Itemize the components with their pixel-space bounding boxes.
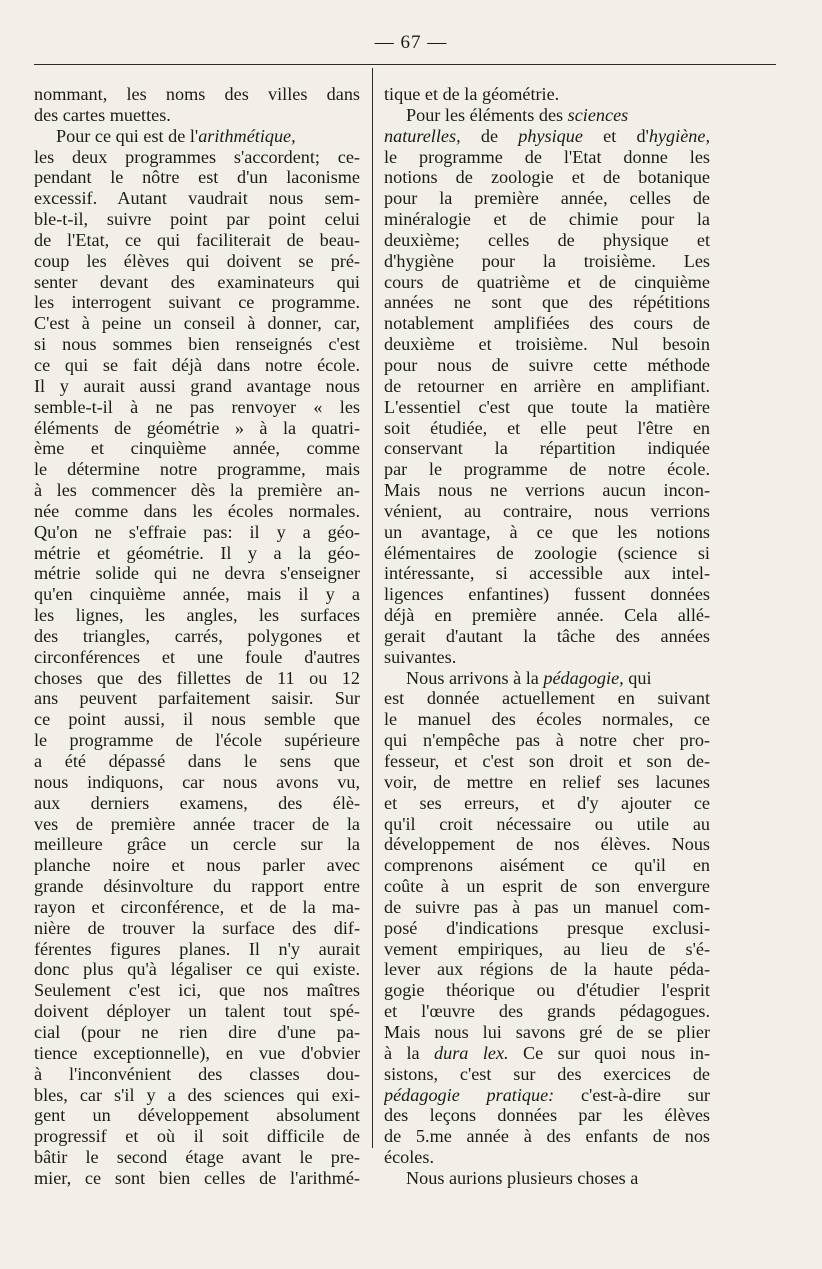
column-divider	[372, 68, 373, 1148]
text-line: nommant, les noms des villes dans	[34, 84, 360, 104]
text-line: le manuel des écoles normales, ce	[384, 709, 710, 730]
text-line: tience exceptionnelle), en vue d'obvier	[34, 1042, 360, 1063]
text-line: nous indiquons, car nous avons vu,	[34, 771, 360, 792]
text-line: mier, ce sont bien celles de l'arithmé-	[34, 1167, 360, 1188]
text-line: écoles.	[384, 1147, 434, 1168]
text-line: Pour les éléments des sciences	[406, 104, 629, 125]
text-line: des leçons données par les élèves	[384, 1105, 710, 1126]
page-number: — 67 —	[374, 32, 448, 53]
text-line: coup les élèves qui doivent se pré-	[34, 250, 360, 271]
text-line: senter devant des examinateurs qui	[34, 271, 360, 292]
text-line: des triangles, carrés, polygones et	[34, 625, 360, 646]
text-line: née comme dans les écoles normales.	[34, 500, 360, 521]
text-line: de l'Etat, ce qui faciliterait de beau-	[34, 229, 360, 250]
text-line: conservant la répartition indiquée	[384, 438, 710, 459]
text-line: et ses erreurs, et d'y ajouter ce	[384, 792, 710, 813]
text-line: le détermine notre programme, mais	[34, 459, 360, 480]
text-line: ble-t-il, suivre point par point celui	[34, 209, 360, 230]
text-line: circonférences et une foule d'autres	[34, 646, 360, 667]
text-line: pour nous de suivre cette méthode	[384, 354, 710, 375]
text-line: nière de trouver la surface des dif-	[34, 917, 360, 938]
text-line: est donnée actuellement en suivant	[384, 688, 710, 709]
text-line: fesseur, et c'est son droit et son de-	[384, 751, 710, 771]
text-line: d'hygiène pour la troisième. Les	[384, 250, 710, 271]
text-line: si nous sommes bien renseignés c'est	[34, 334, 360, 355]
text-line: deuxième; celles de physique et	[384, 229, 710, 250]
text-line: à la dura lex. Ce sur quoi nous in-	[384, 1042, 710, 1063]
text-line: les interrogent suivant ce programme.	[34, 292, 360, 313]
text-line: ce point aussi, il nous semble que	[34, 709, 360, 730]
text-line: donc plus qu'à légaliser ce qui existe.	[34, 959, 360, 980]
text-line: doivent déployer un talent tout spé-	[34, 1001, 360, 1022]
text-line: qu'il croit nécessaire ou utile au	[384, 813, 710, 834]
text-line: intéressante, si accessible aux intel-	[384, 563, 710, 584]
left-column	[34, 84, 360, 1189]
text-line: éléments de géométrie » à la quatri-	[34, 417, 360, 438]
text-line: déjà en première année. Cela allé-	[384, 605, 710, 626]
text-line: de suivre pas à pas un manuel com-	[384, 896, 710, 917]
text-line: les deux programmes s'accordent; ce-	[34, 146, 360, 167]
right-column	[384, 84, 710, 1189]
text-line: Il y aurait aussi grand avantage nous	[34, 375, 360, 396]
text-line: le programme de l'école supérieure	[34, 730, 360, 751]
text-line: pour la première année, celles de	[384, 188, 710, 209]
text-line: C'est à peine un conseil à donner, car,	[34, 313, 360, 334]
text-line: posé d'indications presque exclusi-	[384, 917, 710, 938]
text-line: choses que des fillettes de 11 ou 12	[34, 667, 360, 688]
text-line: meilleure grâce un cercle sur la	[34, 834, 360, 855]
text-line: bles, car s'il y a des sciences qui exi-	[34, 1084, 360, 1105]
text-line: et l'œuvre des grands pédagogues.	[384, 1001, 710, 1022]
text-line: Mais nous ne verrions aucun incon-	[384, 480, 710, 501]
text-line: naturelles, de physique et d'hygiène,	[384, 125, 710, 146]
text-line: Qu'on ne s'effraie pas: il y a géo-	[34, 521, 360, 542]
text-line: de retourner en arrière en amplifiant.	[384, 375, 710, 396]
text-line: rayon et circonférence, et de la ma-	[34, 896, 360, 917]
text-line: férentes figures planes. Il n'y aurait	[34, 938, 360, 959]
text-line: vement empiriques, au lieu de s'é-	[384, 938, 710, 959]
text-line: des cartes muettes.	[34, 104, 171, 125]
text-line: ce qui se fait déjà dans notre école.	[34, 354, 360, 375]
text-line: pédagogie pratique: c'est-à-dire sur	[384, 1084, 710, 1105]
text-line: soit étudiée, et elle peut l'être en	[384, 417, 710, 438]
text-line: élémentaires de zoologie (science si	[384, 542, 710, 563]
text-line: par le programme de notre école.	[384, 459, 710, 480]
text-line: L'essentiel c'est que toute la matière	[384, 396, 710, 417]
text-line: Pour ce qui est de l'arithmétique,	[56, 125, 296, 146]
text-line: planche noire et nous parler avec	[34, 855, 360, 876]
text-line: notions de zoologie et de botanique	[384, 167, 710, 188]
text-line: un avantage, à ce que les notions	[384, 521, 710, 542]
text-line: bâtir le second étage avant le pre-	[34, 1147, 360, 1168]
text-line: cours de quatrième et de cinquième	[384, 271, 710, 292]
text-line: gent un développement absolument	[34, 1105, 360, 1126]
text-line: lever aux régions de la haute péda-	[384, 959, 710, 980]
text-line: a été dépassé dans le sens que	[34, 751, 360, 771]
text-line: vénient, au contraire, nous verrions	[384, 500, 710, 521]
text-line: Seulement c'est ici, que nos maîtres	[34, 980, 360, 1001]
text-line: à l'inconvénient des classes dou-	[34, 1063, 360, 1084]
text-line: qui n'empêche pas à notre cher pro-	[384, 730, 710, 751]
text-line: gerait d'autant la tâche des années	[384, 625, 710, 646]
text-line: années ne sont que des répétitions	[384, 292, 710, 313]
header-rule	[34, 64, 776, 65]
text-line: cial (pour ne rien dire d'une pa-	[34, 1021, 360, 1042]
text-line: grande désinvolture du rapport entre	[34, 876, 360, 897]
text-line: ans peuvent parfaitement saisir. Sur	[34, 688, 360, 709]
text-line: suivantes.	[384, 646, 457, 667]
text-line: pendant le nôtre est d'un laconisme	[34, 167, 360, 188]
text-line: les lignes, les angles, les surfaces	[34, 605, 360, 626]
text-line: ligences enfantines) fussent données	[384, 584, 710, 605]
text-line: coûte à un esprit de son envergure	[384, 876, 710, 897]
text-line: à les commencer dès la première an-	[34, 480, 360, 501]
text-line: tique et de la géométrie.	[384, 84, 560, 104]
text-line: de 5.me année à des enfants de nos	[384, 1126, 710, 1147]
text-line: Nous aurions plusieurs choses a	[406, 1167, 639, 1188]
text-line: ves de première année tracer de la	[34, 813, 360, 834]
text-line: Nous arrivons à la pédagogie, qui	[406, 667, 652, 688]
text-line: minéralogie et de chimie pour la	[384, 209, 710, 230]
text-line: ème et cinquième année, comme	[34, 438, 360, 459]
text-line: comprenons aisément ce qu'il en	[384, 855, 710, 876]
text-line: deuxième et troisième. Nul besoin	[384, 334, 710, 355]
text-line: gogie théorique ou d'étudier l'esprit	[384, 980, 710, 1001]
text-line: notablement amplifiées des cours de	[384, 313, 710, 334]
text-line: voir, de mettre en relief ses lacunes	[384, 771, 710, 792]
text-line: développement de nos élèves. Nous	[384, 834, 710, 855]
text-line: excessif. Autant vaudrait nous sem-	[34, 188, 360, 209]
text-line: semble-t-il à ne pas renvoyer « les	[34, 396, 360, 417]
text-line: qu'en cinquième année, mais il y a	[34, 584, 360, 605]
text-line: Mais nous lui savons gré de se plier	[384, 1021, 710, 1042]
text-line: progressif et où il soit difficile de	[34, 1126, 360, 1147]
text-line: métrie solide qui ne devra s'enseigner	[34, 563, 360, 584]
text-line: sistons, c'est sur des exercices de	[384, 1063, 710, 1084]
text-line: métrie et géométrie. Il y a la géo-	[34, 542, 360, 563]
text-line: le programme de l'Etat donne les	[384, 146, 710, 167]
text-line: aux derniers examens, des élè-	[34, 792, 360, 813]
